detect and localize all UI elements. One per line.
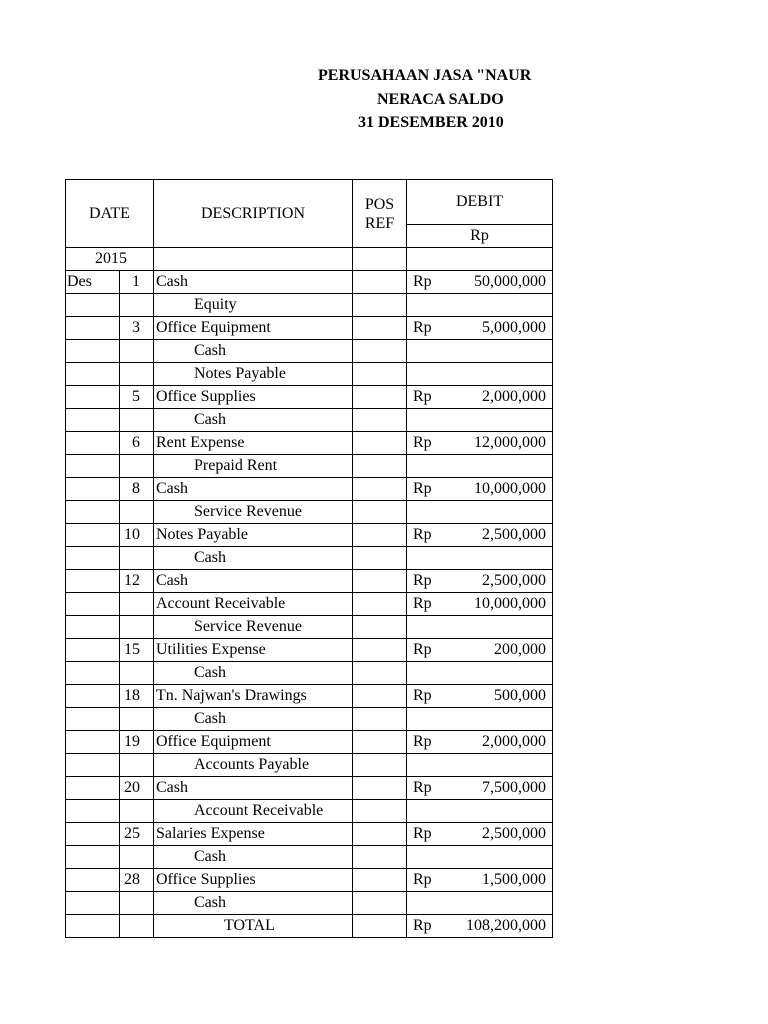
month-cell <box>66 892 120 915</box>
debit-cell <box>407 432 553 455</box>
month-cell <box>66 708 120 731</box>
day-cell: 25 <box>120 823 154 846</box>
total-day-cell <box>120 915 154 938</box>
currency-label: Rp <box>413 273 432 290</box>
month-cell <box>66 455 120 478</box>
month-cell <box>66 547 120 570</box>
report-title: NERACA SALDO <box>377 91 504 108</box>
header-row <box>66 180 553 225</box>
pos-ref-cell <box>353 892 407 915</box>
account-cell: Cash <box>154 570 353 593</box>
pos-ref-cell <box>353 846 407 869</box>
table-row <box>66 317 553 340</box>
debit-currency-header: Rp <box>407 225 553 248</box>
table-row <box>66 731 553 754</box>
month-cell <box>66 570 120 593</box>
table-row <box>66 271 553 294</box>
debit-cell <box>407 570 553 593</box>
debit-amount: 7,500,000 <box>482 779 546 796</box>
day-cell <box>120 363 154 386</box>
debit-cell <box>407 869 553 892</box>
month-cell <box>66 662 120 685</box>
table-row <box>66 524 553 547</box>
pos-ref-cell <box>353 386 407 409</box>
debit-cell <box>407 662 553 685</box>
currency-label: Rp <box>413 526 432 543</box>
pos-ref-header <box>353 180 407 248</box>
month-cell <box>66 294 120 317</box>
total-debit-cell <box>407 915 553 938</box>
table-row <box>66 823 553 846</box>
day-cell: 20 <box>120 777 154 800</box>
currency-label: Rp <box>413 871 432 888</box>
currency-label: Rp <box>413 825 432 842</box>
debit-cell <box>407 777 553 800</box>
day-cell: 15 <box>120 639 154 662</box>
table-row <box>66 800 553 823</box>
debit-cell <box>407 754 553 777</box>
account-cell: Service Revenue <box>154 501 353 524</box>
day-cell: 3 <box>120 317 154 340</box>
table-row <box>66 593 553 616</box>
debit-cell <box>407 708 553 731</box>
debit-amount: 50,000,000 <box>474 273 546 290</box>
month-cell <box>66 386 120 409</box>
table-row <box>66 685 553 708</box>
table-row <box>66 294 553 317</box>
month-cell <box>66 501 120 524</box>
date-header: DATE <box>66 180 154 248</box>
pos-ref-cell <box>353 271 407 294</box>
pos-ref-cell <box>353 501 407 524</box>
total-month-cell <box>66 915 120 938</box>
pos-ref-cell <box>353 593 407 616</box>
pos-ref-cell <box>353 869 407 892</box>
table-row <box>66 777 553 800</box>
currency-label: Rp <box>413 779 432 796</box>
day-cell: 10 <box>120 524 154 547</box>
currency-label: Rp <box>413 917 432 934</box>
table-row <box>66 478 553 501</box>
pos-ref-cell <box>353 639 407 662</box>
month-cell <box>66 754 120 777</box>
currency-label: Rp <box>413 319 432 336</box>
table-row <box>66 754 553 777</box>
currency-label: Rp <box>413 595 432 612</box>
table-row <box>66 892 553 915</box>
debit-amount: 10,000,000 <box>474 595 546 612</box>
pos-ref-cell <box>353 731 407 754</box>
pos-ref-cell <box>353 317 407 340</box>
account-cell: Cash <box>154 547 353 570</box>
account-cell: Salaries Expense <box>154 823 353 846</box>
month-cell <box>66 524 120 547</box>
day-cell <box>120 846 154 869</box>
debit-cell <box>407 846 553 869</box>
account-cell: Tn. Najwan's Drawings <box>154 685 353 708</box>
day-cell <box>120 294 154 317</box>
table-row <box>66 501 553 524</box>
pos-ref-cell <box>353 547 407 570</box>
table-row <box>66 662 553 685</box>
pos-ref-cell <box>353 800 407 823</box>
account-cell: Notes Payable <box>154 524 353 547</box>
debit-cell <box>407 501 553 524</box>
day-cell <box>120 616 154 639</box>
debit-cell <box>407 731 553 754</box>
month-cell <box>66 685 120 708</box>
currency-label: Rp <box>413 388 432 405</box>
day-cell <box>120 409 154 432</box>
debit-cell <box>407 547 553 570</box>
debit-cell <box>407 386 553 409</box>
table-row <box>66 639 553 662</box>
total-label: TOTAL <box>154 915 353 938</box>
pos-ref-cell <box>353 777 407 800</box>
total-ref-cell <box>353 915 407 938</box>
day-cell: 8 <box>120 478 154 501</box>
table-row <box>66 846 553 869</box>
day-cell <box>120 593 154 616</box>
debit-cell <box>407 455 553 478</box>
debit-cell <box>407 892 553 915</box>
account-cell: Account Receivable <box>154 593 353 616</box>
day-cell <box>120 708 154 731</box>
table-row <box>66 708 553 731</box>
debit-cell <box>407 800 553 823</box>
account-cell: Cash <box>154 340 353 363</box>
debit-cell <box>407 271 553 294</box>
month-cell <box>66 823 120 846</box>
month-cell <box>66 800 120 823</box>
month-cell: Des <box>66 271 120 294</box>
debit-amount: 5,000,000 <box>482 319 546 336</box>
pos-ref-cell <box>353 685 407 708</box>
month-cell <box>66 639 120 662</box>
month-cell <box>66 317 120 340</box>
total-amount: 108,200,000 <box>466 917 546 934</box>
account-cell: Prepaid Rent <box>154 455 353 478</box>
day-cell <box>120 501 154 524</box>
year-desc-cell <box>154 248 353 271</box>
table-row <box>66 340 553 363</box>
account-cell: Notes Payable <box>154 363 353 386</box>
day-cell <box>120 662 154 685</box>
debit-cell <box>407 524 553 547</box>
day-cell <box>120 547 154 570</box>
day-cell <box>120 754 154 777</box>
month-cell <box>66 777 120 800</box>
pos-ref-cell <box>353 432 407 455</box>
trial-balance-table <box>65 179 553 938</box>
debit-amount: 500,000 <box>494 687 546 704</box>
table-row <box>66 386 553 409</box>
day-cell: 12 <box>120 570 154 593</box>
account-cell: Office Equipment <box>154 731 353 754</box>
table-row <box>66 570 553 593</box>
description-header: DESCRIPTION <box>154 180 353 248</box>
table-row <box>66 363 553 386</box>
day-cell: 28 <box>120 869 154 892</box>
debit-cell <box>407 639 553 662</box>
account-cell: Account Receivable <box>154 800 353 823</box>
table-row <box>66 869 553 892</box>
table-row <box>66 455 553 478</box>
debit-cell <box>407 616 553 639</box>
day-cell <box>120 455 154 478</box>
report-date: 31 DESEMBER 2010 <box>358 114 504 131</box>
pos-ref-line-1: POS <box>364 195 395 213</box>
month-cell <box>66 409 120 432</box>
year-row <box>66 248 553 271</box>
year-debit-cell <box>407 248 553 271</box>
currency-label: Rp <box>413 480 432 497</box>
pos-ref-cell <box>353 823 407 846</box>
pos-ref-cell <box>353 294 407 317</box>
day-cell: 19 <box>120 731 154 754</box>
debit-cell <box>407 340 553 363</box>
month-cell <box>66 616 120 639</box>
table-row <box>66 616 553 639</box>
debit-amount: 200,000 <box>494 641 546 658</box>
account-cell: Rent Expense <box>154 432 353 455</box>
debit-cell <box>407 478 553 501</box>
table-row <box>66 432 553 455</box>
month-cell <box>66 846 120 869</box>
account-cell: Cash <box>154 271 353 294</box>
day-cell: 5 <box>120 386 154 409</box>
day-cell <box>120 800 154 823</box>
pos-ref-cell <box>353 478 407 501</box>
pos-ref-cell <box>353 363 407 386</box>
account-cell: Cash <box>154 409 353 432</box>
debit-cell <box>407 294 553 317</box>
year-cell: 2015 <box>66 248 154 271</box>
account-cell: Cash <box>154 777 353 800</box>
month-cell <box>66 363 120 386</box>
debit-amount: 1,500,000 <box>482 871 546 888</box>
account-cell: Office Equipment <box>154 317 353 340</box>
month-cell <box>66 478 120 501</box>
debit-cell <box>407 363 553 386</box>
account-cell: Cash <box>154 892 353 915</box>
pos-ref-cell <box>353 616 407 639</box>
day-cell: 6 <box>120 432 154 455</box>
pos-ref-cell <box>353 455 407 478</box>
pos-ref-line-2: REF <box>364 214 395 232</box>
debit-amount: 2,000,000 <box>482 388 546 405</box>
table-row <box>66 409 553 432</box>
debit-cell <box>407 593 553 616</box>
day-cell <box>120 340 154 363</box>
pos-ref-cell <box>353 570 407 593</box>
debit-cell <box>407 317 553 340</box>
debit-cell <box>407 409 553 432</box>
total-row <box>66 915 553 938</box>
account-cell: Office Supplies <box>154 869 353 892</box>
month-cell <box>66 340 120 363</box>
currency-label: Rp <box>413 434 432 451</box>
debit-cell <box>407 823 553 846</box>
account-cell: Cash <box>154 846 353 869</box>
pos-ref-cell <box>353 524 407 547</box>
day-cell: 1 <box>120 271 154 294</box>
debit-amount: 10,000,000 <box>474 480 546 497</box>
month-cell <box>66 593 120 616</box>
currency-label: Rp <box>413 641 432 658</box>
month-cell <box>66 432 120 455</box>
account-cell: Cash <box>154 478 353 501</box>
debit-amount: 2,500,000 <box>482 572 546 589</box>
account-cell: Cash <box>154 708 353 731</box>
account-cell: Utilities Expense <box>154 639 353 662</box>
account-cell: Service Revenue <box>154 616 353 639</box>
pos-ref-cell <box>353 409 407 432</box>
account-cell: Office Supplies <box>154 386 353 409</box>
day-cell <box>120 892 154 915</box>
pos-ref-cell <box>353 662 407 685</box>
account-cell: Equity <box>154 294 353 317</box>
currency-label: Rp <box>413 733 432 750</box>
currency-label: Rp <box>413 687 432 704</box>
pos-ref-cell <box>353 340 407 363</box>
account-cell: Cash <box>154 662 353 685</box>
day-cell: 18 <box>120 685 154 708</box>
debit-amount: 2,500,000 <box>482 526 546 543</box>
debit-amount: 12,000,000 <box>474 434 546 451</box>
pos-ref-cell <box>353 754 407 777</box>
company-title: PERUSAHAAN JASA "NAUR <box>318 67 532 84</box>
currency-label: Rp <box>413 572 432 589</box>
month-cell <box>66 731 120 754</box>
debit-header: DEBIT <box>407 180 553 225</box>
table-row <box>66 547 553 570</box>
debit-cell <box>407 685 553 708</box>
account-cell: Accounts Payable <box>154 754 353 777</box>
debit-amount: 2,500,000 <box>482 825 546 842</box>
debit-amount: 2,000,000 <box>482 733 546 750</box>
year-ref-cell <box>353 248 407 271</box>
month-cell <box>66 869 120 892</box>
pos-ref-cell <box>353 708 407 731</box>
